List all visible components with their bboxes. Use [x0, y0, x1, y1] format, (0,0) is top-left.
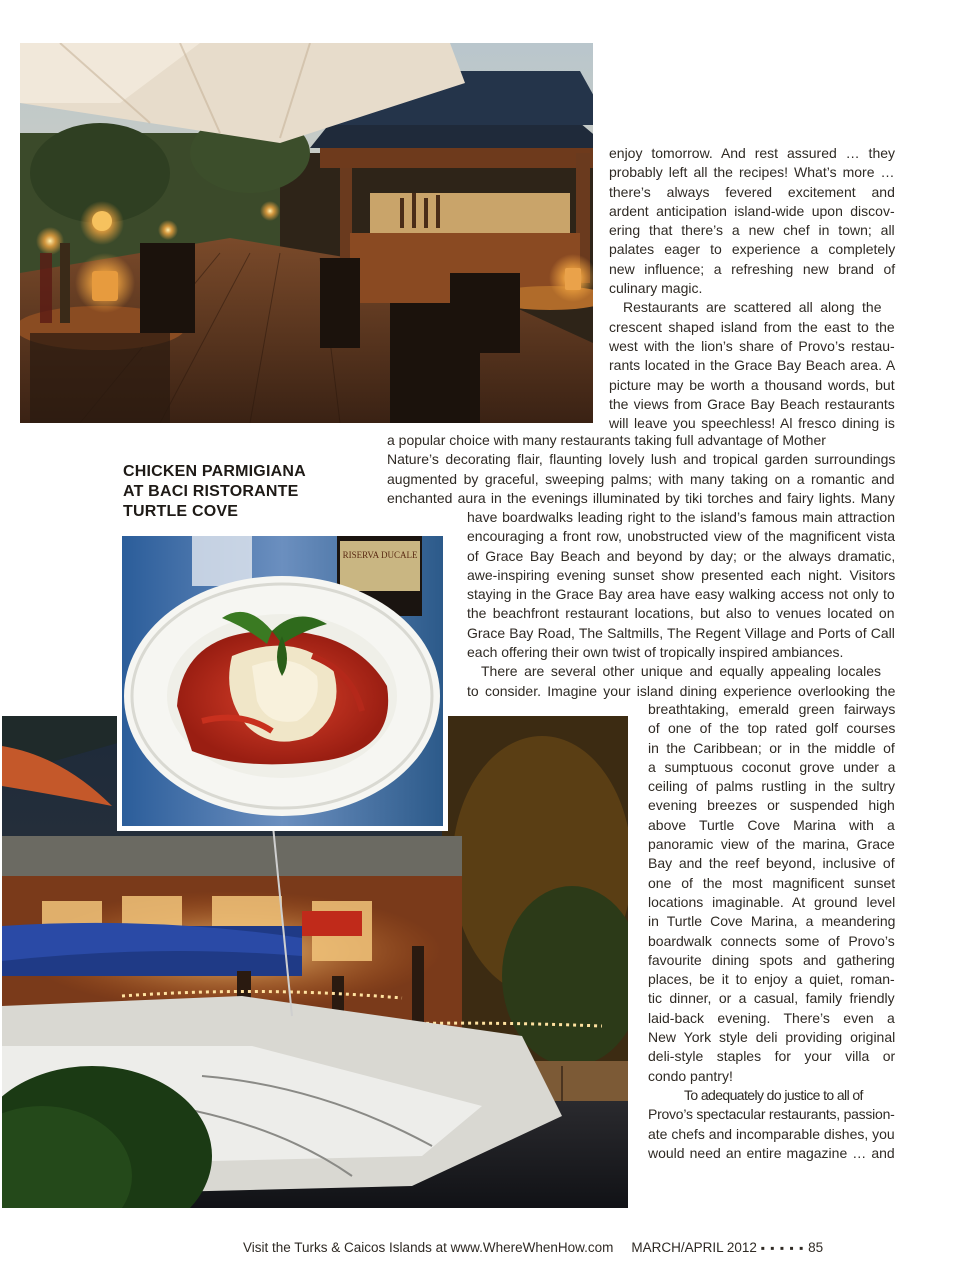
article-line: Nature’s decorating flair, flaunting lovely lush and tropical garden surroundings [387, 451, 896, 468]
article-line: condo pantry! [648, 1067, 733, 1084]
article-line: Restaurants are scattered all along the [623, 299, 882, 316]
footer-visit-text: Visit the Turks & Caicos Islands at www.WhereWhenHow.com [243, 1240, 614, 1255]
article-column-bottom [648, 700, 895, 1163]
article-line: in the Caribbean; or in the middle of [648, 739, 895, 756]
article-line: boardwalk connects some of Provo’s [648, 932, 895, 949]
article-line: New York style deli providing original [648, 1029, 896, 1046]
article-line: deli-style staples for your villa or [648, 1048, 896, 1065]
article-line: evening breezes or suspended high [648, 797, 895, 814]
article-line: new influence; a refreshing new brand of [609, 260, 896, 277]
article-line: crescent shaped island from the east to the [609, 318, 895, 335]
article-line: There are several other unique and equally appealing locales [481, 663, 882, 680]
caption-line: AT BACI RISTORANTE [123, 483, 299, 500]
article-line: staying in the Grace Bay area have easy walking access not only to [467, 586, 895, 603]
article-line: there’s always fevered excitement and [609, 183, 895, 200]
article-column-middle [467, 508, 895, 701]
article-line: culinary magic. [609, 280, 703, 297]
article-line: each offering their own twist of tropically inspired ambiances. [467, 644, 844, 661]
article-line: a sumptuous coconut grove under a [648, 758, 896, 775]
footer-issue: MARCH/APRIL 2012 [631, 1240, 757, 1255]
article-line: favourite dining spots and gathering [648, 951, 895, 968]
article-line: awe-inspiring evening sunset show presented each night. Visitors [467, 566, 896, 583]
caption-line: TURTLE COVE [123, 503, 239, 520]
page-number: 85 [808, 1240, 824, 1255]
article-line: a popular choice with many restaurants taking full advantage of Mother [387, 432, 826, 448]
parmigiana-photo [117, 531, 448, 831]
article-line: of one of the top rated golf courses [648, 720, 896, 737]
article-line: Provo’s spectacular restaurants, passion- [648, 1106, 895, 1123]
article-line: panoramic view of the marina, Grace [648, 836, 895, 853]
article-line: have boardwalks leading right to the island’s famous main attraction [467, 509, 895, 525]
caption-line: CHICKEN PARMIGIANA [123, 463, 306, 480]
article-line: the views from Grace Bay Beach restaurants [609, 395, 895, 412]
article-line: west with the lion’s share of Provo’s restau- [609, 337, 895, 354]
article-line: would need an entire magazine … and [648, 1144, 895, 1161]
article-line: palates eager to experience a completely [609, 241, 896, 258]
article-line: breathtaking, emerald green fairways [648, 701, 896, 717]
page-footer [243, 1240, 823, 1255]
article-line: enjoy tomorrow. And rest assured … they [609, 145, 896, 161]
article-line: enchanted aura in the evenings illuminated by tiki torches and fairy lights. Many [387, 489, 895, 506]
article-column-wide [387, 431, 895, 508]
article-line: tic dinner, or a casual, family friendly [648, 990, 895, 1007]
parmigiana-caption [123, 462, 363, 522]
article-line: ceiling of palms rustling in the sultry [648, 778, 895, 795]
article-column-top [609, 144, 895, 433]
article-line: To adequately do justice to all of [684, 1086, 863, 1103]
article-line: will leave you speechless! Al fresco dining is [609, 415, 895, 432]
article-line: in Turtle Cove Marina, a meandering [648, 913, 896, 930]
article-line: above Turtle Cove Marina with a [648, 816, 895, 833]
deck-photo [20, 43, 593, 423]
article-line: places, be it to enjoy a quiet, roman- [648, 971, 895, 988]
article-line: Bay and the reef beyond, inclusive of [648, 855, 895, 872]
article-line: encouraging a front row, unobstructed view of the magnificent vista [467, 528, 896, 545]
article-line: augmented by graceful, sweeping palms; with many taking on a romantic and [387, 470, 895, 487]
bottle-label: RISERVA DUCALE [342, 550, 418, 560]
article-line: ardent anticipation island-wide upon discov- [609, 202, 895, 219]
article-line: ate chefs and incomparable dishes, you [648, 1125, 895, 1142]
article-line: one of the most magnificent sunset [648, 874, 896, 891]
article-line: to consider. Imagine your island dining experience overlooking the [467, 682, 896, 699]
article-line: the beachfront restaurant locations, but also to venues located on [467, 605, 895, 622]
article-line: ering that there’s a new chef in town; all [609, 222, 895, 239]
article-line: rants located in the Grace Bay Beach area. A [609, 357, 896, 374]
article-line: Grace Bay Road, The Saltmills, The Regent Village and Ports of Call [467, 624, 895, 641]
article-line: locations imaginable. At ground level [648, 893, 896, 910]
article-line: laid-back evening. There’s even a [648, 1009, 895, 1026]
article-line: probably left all the recipes! What’s more … [609, 164, 895, 181]
footer-dots: ▪ ▪ ▪ ▪ ▪ [760, 1241, 805, 1255]
article-line: of Grace Bay Beach and beyond by day; or the always dramatic, [467, 547, 896, 564]
article-line: picture may be worth a thousand words, but [609, 376, 895, 393]
